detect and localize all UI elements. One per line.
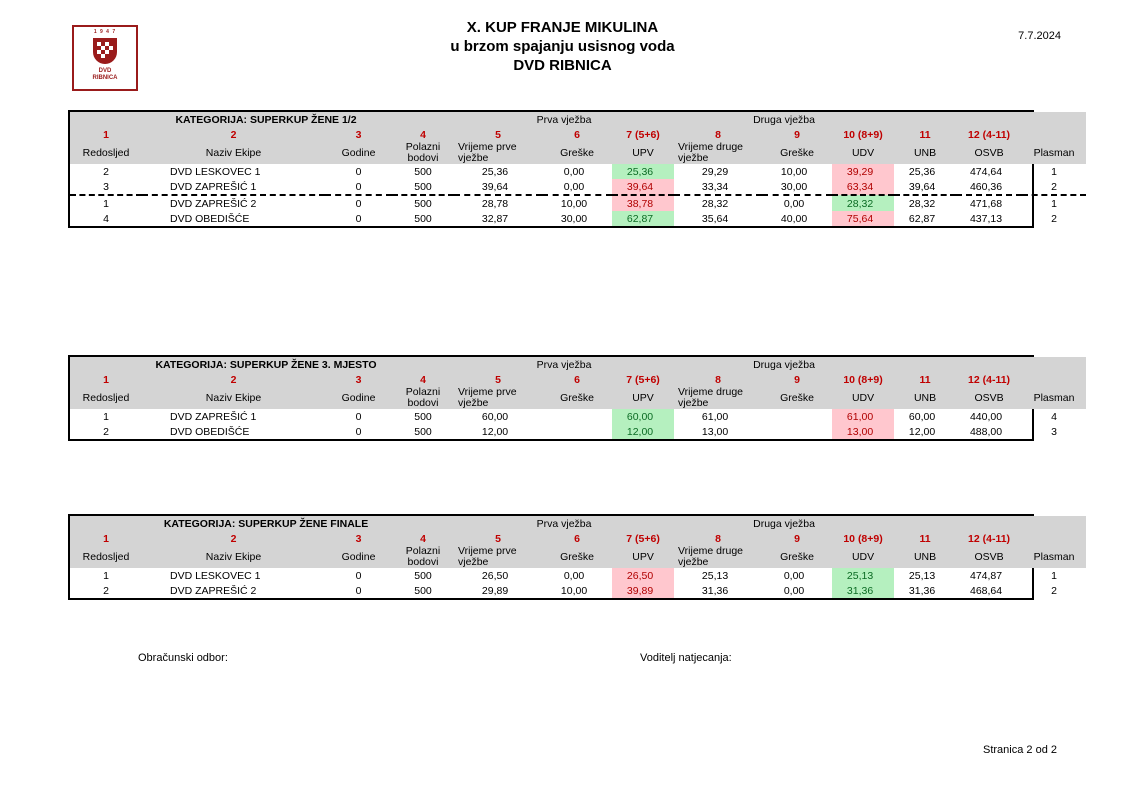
cell-unb: 28,32 (908, 197, 936, 210)
header-udv: UDV (832, 546, 894, 568)
cell-vrijeme-prve: 12,00 (481, 425, 509, 438)
cell-greske-1 (542, 424, 612, 439)
logo-year: 1 9 4 7 (93, 29, 117, 35)
category-title-row (70, 357, 1086, 372)
exercise-1-header: Prva vježba (454, 516, 674, 531)
header-vrijeme-prve-vjezbe: Vrijeme prve vježbe (454, 142, 542, 164)
osvb-title-cell (956, 357, 1022, 372)
cell-godine: 0 (355, 165, 362, 178)
category-name: SUPERKUP ŽENE FINALE (238, 517, 369, 530)
category-prefix: KATEGORIJA: (163, 517, 236, 530)
document-header (0, 18, 1125, 98)
cell-greske-2 (762, 424, 832, 439)
cell-upv: 39,89 (612, 583, 674, 598)
cell-plasman: 2 (1022, 179, 1086, 195)
category-title-row (70, 516, 1086, 531)
col-number-10: 10 (8+9) (832, 531, 894, 546)
col-number-12: 12 (4-11) (956, 372, 1022, 387)
cell-greske-2: 10,00 (780, 165, 808, 178)
col-number-3: 3 (325, 127, 392, 142)
col-number-3: 3 (325, 531, 392, 546)
cell-udv: 63,34 (832, 179, 894, 195)
cell-osvb: 460,36 (956, 179, 1022, 195)
cell-redosljed: 1 (103, 569, 109, 582)
header-osvb: OSVB (956, 546, 1022, 568)
cell-vrijeme-prve: 39,64 (454, 179, 542, 195)
cell-greske-2: 0,00 (783, 584, 805, 597)
cell-greske-2: 40,00 (780, 212, 808, 225)
header-vrijeme-druge-vjezbe: Vrijeme druge vježbe (674, 142, 762, 164)
header-plasman: Plasman (1022, 546, 1086, 568)
cell-upv: 12,00 (612, 424, 674, 439)
signature-right: Voditelj natjecanja: (640, 652, 732, 664)
col-number-13 (1022, 372, 1086, 387)
cell-plasman: 1 (1051, 165, 1057, 178)
cell-polazni-bodovi: 500 (392, 179, 454, 195)
header-polazni-bodovi: Polazni bodovi (392, 546, 454, 568)
col-number-12: 12 (4-11) (956, 127, 1022, 142)
cell-greske-1: 10,00 (560, 584, 588, 597)
header-upv: UPV (612, 387, 674, 409)
cell-upv: 62,87 (612, 211, 674, 226)
page-number: Stranica 2 od 2 (983, 744, 1057, 756)
col-number-6: 6 (542, 531, 612, 546)
cell-unb: 39,64 (894, 179, 956, 195)
cell-godine: 0 (355, 410, 362, 423)
header-osvb: OSVB (956, 387, 1022, 409)
header-unb: UNB (894, 387, 956, 409)
exercise-2-header: Druga vježba (674, 357, 894, 372)
cell-vrijeme-druge: 31,36 (701, 584, 729, 597)
title-line-3: DVD RIBNICA (513, 57, 612, 74)
cell-udv: 39,29 (832, 164, 894, 179)
col-number-4: 4 (392, 531, 454, 546)
category-table (68, 514, 1075, 600)
cell-unb: 12,00 (908, 425, 936, 438)
col-number-13 (1022, 531, 1086, 546)
cell-osvb: 437,13 (969, 212, 1003, 225)
col-number-11: 11 (894, 372, 956, 387)
col-number-13 (1022, 127, 1086, 142)
cell-naziv-ekipe: DVD LESKOVEC 1 (170, 569, 261, 582)
column-numbering-row (70, 531, 1086, 546)
cell-unb: 60,00 (908, 410, 936, 423)
col-number-8: 8 (674, 531, 762, 546)
col-number-4: 4 (392, 127, 454, 142)
cell-upv: 39,64 (612, 179, 674, 195)
col-number-7: 7 (5+6) (612, 127, 674, 142)
col-number-10: 10 (8+9) (832, 372, 894, 387)
unb-title-cell (894, 357, 956, 372)
col-number-2: 2 (142, 372, 325, 387)
column-header-row (70, 387, 1086, 409)
col-number-9: 9 (762, 372, 832, 387)
cell-godine: 0 (355, 212, 362, 225)
cell-vrijeme-prve: 32,87 (481, 212, 509, 225)
cell-plasman: 3 (1051, 425, 1057, 438)
cell-osvb: 471,68 (969, 197, 1003, 210)
exercise-2-header: Druga vježba (674, 112, 894, 127)
cell-greske-1 (542, 409, 612, 424)
header-vrijeme-prve-vjezbe: Vrijeme prve vježbe (454, 546, 542, 568)
cell-naziv-ekipe: DVD ZAPREŠIĆ 1 (142, 179, 325, 195)
cell-osvb: 488,00 (969, 425, 1003, 438)
category-label (70, 516, 454, 531)
document-date: 7.7.2024 (1018, 30, 1061, 42)
cell-godine: 0 (355, 425, 362, 438)
cell-udv: 13,00 (832, 424, 894, 439)
header-vrijeme-druge-vjezbe: Vrijeme druge vježbe (674, 546, 762, 568)
cell-godine: 0 (325, 179, 392, 195)
cell-naziv-ekipe: DVD LESKOVEC 1 (170, 165, 261, 178)
cell-redosljed: 1 (103, 410, 109, 423)
cell-udv: 31,36 (832, 583, 894, 598)
cell-unb: 25,13 (908, 569, 936, 582)
cell-udv: 75,64 (832, 211, 894, 226)
header-greske-2: Greške (762, 546, 832, 568)
header-naziv-ekipe: Naziv Ekipe (142, 142, 325, 164)
cell-redosljed: 3 (70, 179, 142, 195)
header-vrijeme-prve-vjezbe: Vrijeme prve vježbe (454, 387, 542, 409)
cell-greske-2: 0,00 (783, 197, 805, 210)
col-number-11: 11 (894, 531, 956, 546)
header-redosljed: Redosljed (70, 387, 142, 409)
cell-naziv-ekipe: DVD ZAPREŠIĆ 2 (170, 197, 257, 210)
unb-title-cell (894, 112, 956, 127)
table-row (70, 164, 1086, 179)
osvb-title-cell (956, 112, 1022, 127)
cell-osvb: 468,64 (969, 584, 1003, 597)
signature-left: Obračunski odbor: (138, 652, 228, 664)
cell-unb: 62,87 (908, 212, 936, 225)
title-line-1: X. KUP FRANJE MIKULINA (466, 19, 659, 36)
col-number-8: 8 (674, 372, 762, 387)
category-name: SUPERKUP ŽENE 1/2 (249, 113, 357, 126)
header-godine: Godine (325, 142, 392, 164)
col-number-5: 5 (454, 372, 542, 387)
logo-name-line2: RIBNICA (92, 75, 118, 81)
plasman-title-cell (1022, 516, 1086, 531)
cell-vrijeme-druge: 35,64 (701, 212, 729, 225)
table-row (70, 568, 1086, 583)
cell-greske-2 (762, 409, 832, 424)
plasman-title-cell (1022, 112, 1086, 127)
col-number-9: 9 (762, 127, 832, 142)
cell-vrijeme-druge: 28,32 (701, 197, 729, 210)
cell-greske-1: 10,00 (560, 197, 588, 210)
col-number-1: 1 (70, 531, 142, 546)
col-number-12: 12 (4-11) (956, 531, 1022, 546)
cell-unb: 25,36 (908, 165, 936, 178)
cell-redosljed: 4 (103, 212, 109, 225)
header-unb: UNB (894, 142, 956, 164)
cell-upv: 60,00 (612, 409, 674, 424)
cell-redosljed: 1 (103, 197, 109, 210)
header-greske-2: Greške (762, 387, 832, 409)
table-row (70, 424, 1086, 439)
document-title (0, 18, 1125, 75)
col-number-1: 1 (70, 372, 142, 387)
header-upv: UPV (612, 142, 674, 164)
cell-udv: 25,13 (832, 568, 894, 583)
category-prefix: KATEGORIJA: (155, 358, 227, 371)
cell-polazni-bodovi: 500 (414, 425, 432, 438)
cell-greske-1: 0,00 (563, 569, 585, 582)
col-number-2: 2 (142, 531, 325, 546)
header-redosljed: Redosljed (70, 546, 142, 568)
cell-greske-1: 0,00 (542, 179, 612, 195)
category-table (68, 355, 1075, 441)
exercise-2-header: Druga vježba (674, 516, 894, 531)
table-row (70, 211, 1086, 226)
column-header-row (70, 142, 1086, 164)
category-prefix: KATEGORIJA: (175, 113, 248, 126)
cell-unb: 31,36 (908, 584, 936, 597)
col-number-10: 10 (8+9) (832, 127, 894, 142)
cell-udv: 28,32 (832, 195, 894, 211)
header-udv: UDV (832, 387, 894, 409)
cell-plasman: 1 (1051, 197, 1057, 210)
table-row (70, 583, 1086, 598)
cell-polazni-bodovi: 500 (414, 212, 432, 225)
col-number-6: 6 (542, 372, 612, 387)
cell-plasman: 1 (1051, 569, 1057, 582)
col-number-3: 3 (325, 372, 392, 387)
category-title-row (70, 112, 1086, 127)
cell-polazni-bodovi: 500 (414, 197, 432, 210)
cell-vrijeme-prve: 28,78 (481, 197, 509, 210)
category-table (68, 110, 1075, 228)
cell-redosljed: 2 (103, 165, 109, 178)
cell-naziv-ekipe: DVD OBEDIŠĆE (170, 212, 250, 225)
cell-naziv-ekipe: DVD ZAPREŠIĆ 2 (170, 584, 257, 597)
exercise-1-header: Prva vježba (454, 357, 674, 372)
cell-upv: 25,36 (612, 164, 674, 179)
col-number-5: 5 (454, 531, 542, 546)
table-row (70, 195, 1086, 211)
cell-vrijeme-druge: 13,00 (701, 425, 729, 438)
cell-naziv-ekipe: DVD ZAPREŠIĆ 1 (170, 410, 257, 423)
header-naziv-ekipe: Naziv Ekipe (142, 546, 325, 568)
col-number-6: 6 (542, 127, 612, 142)
cell-vrijeme-prve: 26,50 (481, 569, 509, 582)
col-number-2: 2 (142, 127, 325, 142)
header-udv: UDV (832, 142, 894, 164)
cell-vrijeme-druge: 25,13 (701, 569, 729, 582)
cell-upv: 38,78 (612, 195, 674, 211)
cell-polazni-bodovi: 500 (414, 584, 432, 597)
cell-osvb: 440,00 (969, 410, 1003, 423)
cell-greske-1: 30,00 (560, 212, 588, 225)
header-plasman: Plasman (1022, 142, 1086, 164)
col-number-1: 1 (70, 127, 142, 142)
cell-vrijeme-prve: 60,00 (481, 410, 509, 423)
col-number-4: 4 (392, 372, 454, 387)
cell-godine: 0 (355, 584, 362, 597)
cell-polazni-bodovi: 500 (414, 410, 432, 423)
cell-osvb: 474,87 (969, 569, 1003, 582)
header-godine: Godine (325, 546, 392, 568)
cell-plasman: 2 (1051, 584, 1057, 597)
cell-godine: 0 (355, 197, 362, 210)
table-row (70, 179, 1086, 195)
cell-naziv-ekipe: DVD OBEDIŠĆE (170, 425, 250, 438)
cell-redosljed: 2 (103, 584, 109, 597)
col-number-8: 8 (674, 127, 762, 142)
cell-plasman: 4 (1051, 410, 1057, 423)
column-numbering-row (70, 127, 1086, 142)
logo-name-line1: DVD (98, 68, 112, 74)
col-number-5: 5 (454, 127, 542, 142)
cell-greske-1: 0,00 (563, 165, 585, 178)
col-number-9: 9 (762, 531, 832, 546)
category-name: SUPERKUP ŽENE 3. MJESTO (229, 358, 377, 371)
header-upv: UPV (612, 546, 674, 568)
col-number-7: 7 (5+6) (612, 531, 674, 546)
cell-vrijeme-druge: 29,29 (701, 165, 729, 178)
col-number-7: 7 (5+6) (612, 372, 674, 387)
header-osvb: OSVB (956, 142, 1022, 164)
cell-vrijeme-druge: 61,00 (701, 410, 729, 423)
cell-vrijeme-prve: 29,89 (481, 584, 509, 597)
osvb-title-cell (956, 516, 1022, 531)
header-plasman: Plasman (1022, 387, 1086, 409)
table-row (70, 409, 1086, 424)
header-polazni-bodovi: Polazni bodovi (392, 142, 454, 164)
header-naziv-ekipe: Naziv Ekipe (142, 387, 325, 409)
header-greske-1: Greške (542, 546, 612, 568)
cell-greske-2: 30,00 (762, 179, 832, 195)
cell-godine: 0 (355, 569, 362, 582)
cell-upv: 26,50 (612, 568, 674, 583)
title-line-2: u brzom spajanju usisnog voda (450, 38, 675, 55)
cell-greske-2: 0,00 (783, 569, 805, 582)
plasman-title-cell (1022, 357, 1086, 372)
header-godine: Godine (325, 387, 392, 409)
category-label (70, 112, 454, 127)
exercise-1-header: Prva vježba (454, 112, 674, 127)
header-greske-1: Greške (542, 142, 612, 164)
col-number-11: 11 (894, 127, 956, 142)
cell-polazni-bodovi: 500 (414, 165, 432, 178)
column-numbering-row (70, 372, 1086, 387)
cell-udv: 61,00 (832, 409, 894, 424)
header-polazni-bodovi: Polazni bodovi (392, 387, 454, 409)
cell-polazni-bodovi: 500 (414, 569, 432, 582)
cell-plasman: 2 (1051, 212, 1057, 225)
unb-title-cell (894, 516, 956, 531)
header-unb: UNB (894, 546, 956, 568)
cell-vrijeme-prve: 25,36 (481, 165, 509, 178)
column-header-row (70, 546, 1086, 568)
header-vrijeme-druge-vjezbe: Vrijeme druge vježbe (674, 387, 762, 409)
header-redosljed: Redosljed (70, 142, 142, 164)
cell-redosljed: 2 (103, 425, 109, 438)
header-greske-2: Greške (762, 142, 832, 164)
cell-vrijeme-druge: 33,34 (674, 179, 762, 195)
cell-osvb: 474,64 (969, 165, 1003, 178)
category-label (70, 357, 454, 372)
header-greske-1: Greške (542, 387, 612, 409)
